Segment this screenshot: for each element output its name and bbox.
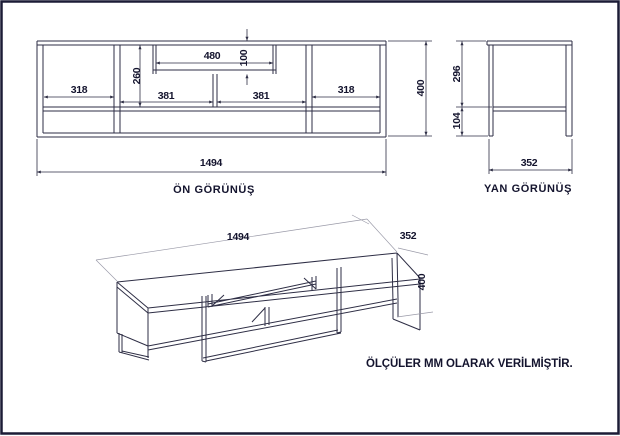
- dim-text-right-318: 318: [337, 84, 355, 96]
- front-view: [37, 29, 432, 196]
- side-view-outline: [487, 41, 572, 136]
- front-extension-lines: [37, 41, 432, 176]
- isometric-view: [96, 215, 433, 362]
- dim-text-381-right: 381: [252, 90, 270, 102]
- dim-text-400: 400: [415, 79, 427, 97]
- dim-text-260: 260: [131, 67, 143, 85]
- dim-text-left-318: 318: [70, 84, 88, 96]
- dim-text-352: 352: [520, 157, 538, 169]
- front-view-title: ÖN GÖRÜNÜŞ: [173, 184, 255, 196]
- dim-text-296: 296: [451, 65, 463, 83]
- dim-text-480: 480: [203, 50, 221, 62]
- iso-dim-text-400: 400: [416, 273, 428, 291]
- side-view-title: YAN GÖRÜNÜŞ: [483, 183, 573, 195]
- isometric-wireframe: [117, 253, 420, 362]
- dim-text-381-left: 381: [157, 90, 175, 102]
- dim-text-104: 104: [451, 112, 463, 130]
- units-note: ÖLÇÜLER MM OLARAK VERİLMİŞTİR.: [366, 358, 573, 370]
- dim-text-100: 100: [238, 49, 250, 67]
- iso-dim-text-352: 352: [399, 230, 417, 242]
- dim-text-1494: 1494: [199, 157, 223, 169]
- iso-dim-text-1494: 1494: [226, 231, 250, 243]
- side-view: [451, 41, 572, 195]
